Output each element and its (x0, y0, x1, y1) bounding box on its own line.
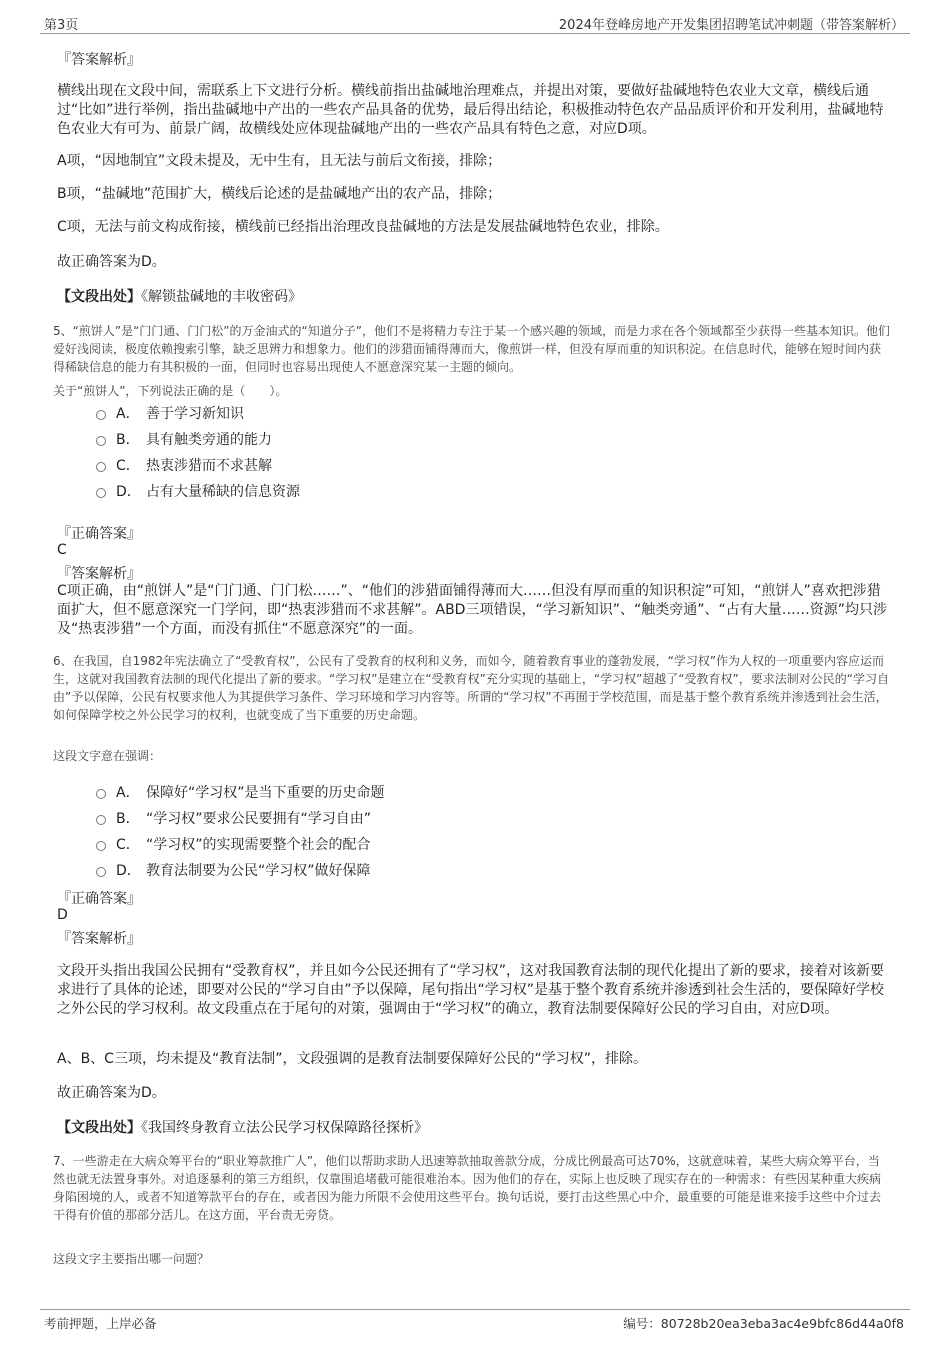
question-6-analysis: 文段开头指出我国公民拥有“受教育权”，并且如今公民还拥有了“学习权”，这对我国教育法制的现代化提出了新的要求，接着对该新要求进行了具体的论述，即要对公民的“学习自由”予以保障，尾句指出“学习权”是基于整个教育系统并渗透到社会生活的，要保障好学校之外公民的学习权利。故文段重点在于尾句的对策，强调由于“学习权”的确立，教育法制要保障好公民的学习自由，对应D项。 (57, 963, 885, 1017)
radio-icon[interactable] (96, 488, 106, 498)
question-6-option-c[interactable] (96, 834, 371, 854)
option-letter: D． (116, 484, 141, 500)
option-letter: C． (116, 458, 140, 474)
correct-answer: D (57, 907, 68, 923)
question-6-stem: 6、在我国，自1982年宪法确立了“受教育权”，公民有了受教育的权利和义务，而如今，随着教育事业的蓬勃发展，“学习权”作为人权的一项重要内容应运而生，这就对我国教育法制的现代化提出了新的要求。“学习权”是建立在“受教育权”充分实现的基础上，“学习权”超越了“受教育权”，要求法制对公民的“学习自由”予以保障，公民有权要求他人为其提供学习条件、学习环境和学习内容等。所谓的“学习权”不再囿于学校范围，而是基于整个教育系统并渗透到社会生活，如何保障学校之外公民学习的权利，也就变成了当下重要的历史命题。 (53, 654, 889, 722)
source-line (57, 1117, 428, 1137)
correct-answer: C (57, 542, 67, 558)
radio-icon[interactable] (96, 867, 106, 877)
option-text: “学习权”要求公民要拥有“学习自由” (146, 811, 372, 827)
radio-icon[interactable] (96, 436, 106, 446)
document-title: 2024年登峰房地产开发集团招聘笔试冲刺题（带答案解析） (558, 18, 904, 33)
radio-icon[interactable] (96, 462, 106, 472)
question-5-option-a[interactable] (96, 403, 244, 423)
footer-slogan: 考前押题，上岸必备 (44, 1316, 157, 1331)
question-5-option-c[interactable] (96, 455, 272, 475)
option-text: 善于学习新知识 (146, 406, 244, 422)
header-divider (40, 33, 910, 34)
question-6-option-a[interactable] (96, 782, 385, 802)
question-6-prompt: 这段文字意在强调： (53, 749, 162, 763)
analysis-label: 『答案解析』 (57, 566, 141, 582)
option-text: 占有大量稀缺的信息资源 (146, 484, 300, 500)
option-letter: B． (116, 432, 140, 448)
question-5-option-d[interactable] (96, 481, 300, 501)
correct-answer-label: 『正确答案』 (57, 526, 141, 542)
analysis-text: 横线出现在文段中间，需联系上下文进行分析。横线前指出盐碱地治理难点，并提出对策，要做好盐碱地特色农业大文章，横线后通过“比如”进行举例，指出盐碱地中产出的一些农产品具备的优势，最后得出结论，积极推动特色农产品品质评价和开发利用，盐碱地特色农业大有可为、前景广阔，故横线处应体现盐碱地产出的一些农产品具有特色之意，对应D项。 (57, 83, 884, 137)
conclusion-text: 故正确答案为D。 (57, 1085, 166, 1101)
analysis-option-b: B项，“盐碱地”范围扩大，横线后论述的是盐碱地产出的农产品，排除； (57, 186, 502, 202)
analysis-option-a: A项，“因地制宜”文段未提及，无中生有，且无法与前后文衔接，排除； (57, 153, 502, 169)
correct-answer-label: 『正确答案』 (57, 891, 141, 907)
question-6-analysis-abc: A、B、C三项，均未提及“教育法制”，文段强调的是教育法制要保障好公民的“学习权”，排除。 (57, 1051, 647, 1067)
option-letter: D． (116, 863, 141, 879)
option-text: 教育法制要为公民“学习权”做好保障 (146, 863, 371, 879)
source-line (57, 286, 302, 306)
option-letter: A． (116, 406, 140, 422)
analysis-label: 『答案解析』 (57, 52, 141, 68)
radio-icon[interactable] (96, 841, 106, 851)
option-text: 保障好“学习权”是当下重要的历史命题 (146, 785, 385, 801)
source-label: 【文段出处】 (57, 289, 141, 305)
conclusion-text: 故正确答案为D。 (57, 254, 166, 270)
option-text: 热衷涉猎而不求甚解 (146, 458, 272, 474)
option-letter: B． (116, 811, 140, 827)
analysis-option-c: C项，无法与前文构成衔接，横线前已经指出治理改良盐碱地的方法是发展盐碱地特色农业，排除。 (57, 219, 669, 235)
question-5-option-b[interactable] (96, 429, 272, 449)
source-label: 【文段出处】 (57, 1120, 141, 1136)
question-5-stem: 5、“煎饼人”是“门门通、门门松”的万金油式的“知道分子”，他们不是将精力专注于某一个感兴趣的领域，而是力求在各个领域都至少获得一些基本知识。他们爱好浅阅读，极度依赖搜索引擎，缺乏思辨力和想象力。他们的涉猎面铺得薄而大，像煎饼一样，但没有厚而重的知识积淀。在信息时代，能够在短时间内获得稀缺信息的能力有其积极的一面，但同时也容易出现使人不愿意深究某一主题的倾向。 (53, 324, 890, 374)
question-5-prompt: 关于“煎饼人”，下列说法正确的是（ ）。 (53, 384, 288, 398)
question-5-analysis: C项正确，由“煎饼人”是“门门通、门门松……”、“他们的涉猎面铺得薄而大……但没有厚而重的知识积淀”可知，“煎饼人”喜欢把涉猎面扩大，但不愿意深究一门学问，即“热衷涉猎而不求甚解”。ABD三项错误，“学习新知识”、“触类旁通”、“占有大量……资源”均只涉及“热衷涉猎”一个方面，而没有抓住“不愿意深究”的一面。 (57, 583, 887, 637)
question-7-prompt: 这段文字主要指出哪一问题？ (53, 1252, 210, 1266)
source-title: 《解锁盐碱地的丰收密码》 (141, 289, 302, 305)
footer-divider (40, 1309, 910, 1310)
page-number: 第3页 (44, 18, 79, 33)
option-letter: A． (116, 785, 140, 801)
radio-icon[interactable] (96, 815, 106, 825)
source-title: 《我国终身教育立法公民学习权保障路径探析》 (141, 1120, 428, 1136)
option-text: “学习权”的实现需要整个社会的配合 (146, 837, 371, 853)
option-text: 具有触类旁通的能力 (146, 432, 272, 448)
document-id: 编号：80728b20ea3eba3ac4e9bfc86d44a0f8 (623, 1316, 904, 1331)
radio-icon[interactable] (96, 789, 106, 799)
option-letter: C． (116, 837, 140, 853)
question-6-option-d[interactable] (96, 860, 371, 880)
question-6-option-b[interactable] (96, 808, 371, 828)
radio-icon[interactable] (96, 410, 106, 420)
analysis-label: 『答案解析』 (57, 931, 141, 947)
question-7-stem: 7、一些游走在大病众筹平台的“职业筹款推广人”，他们以帮助求助人迅速筹款抽取善款分成，分成比例最高可达70%，这就意味着，某些大病众筹平台，当然也就无法置身事外。对追逐暴利的第三方组织，仅靠围追堵截可能很难治本。因为他们的存在，实际上也反映了现实存在的一种需求：有些因某种重大疾病身陷困境的人，或者不知道筹款平台的存在，或者因为能力所限不会使用这些平台。换句话说，要打击这些黑心中介，最重要的可能是谁来接手这些中介过去干得有价值的那部分活儿。在这方面，平台责无旁贷。 (53, 1154, 882, 1222)
